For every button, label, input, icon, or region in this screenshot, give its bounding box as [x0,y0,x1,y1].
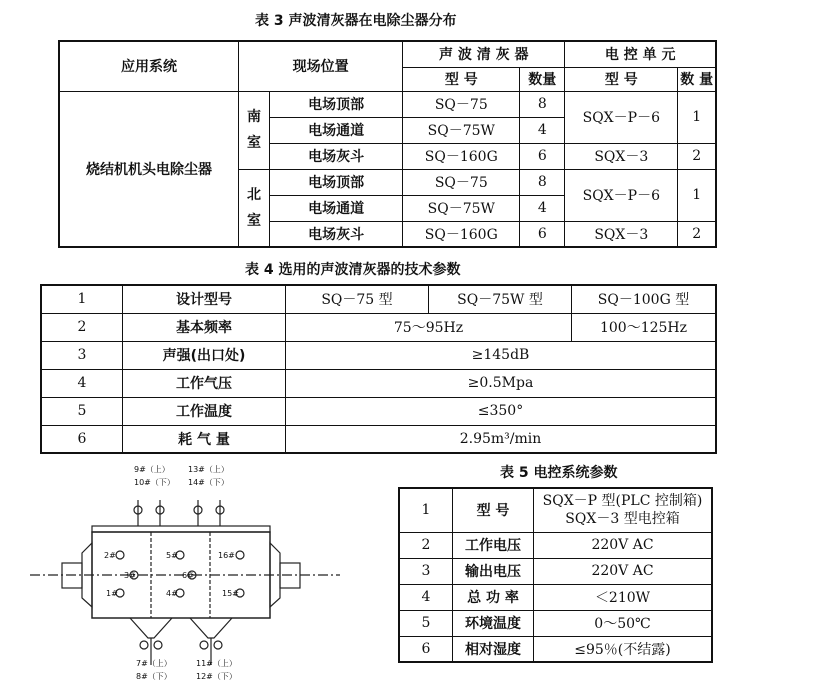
table5-caption: 表 5 电控系统参数 [500,465,618,481]
row-number: 3 [41,341,123,369]
label-15: 15# [222,589,239,598]
control-qty: 2 [678,221,716,247]
param-name: 工作温度 [123,397,286,425]
location: 电场通道 [270,195,403,221]
label-2: 2# [104,551,116,560]
location: 电场灰斗 [270,221,403,247]
row-number: 3 [399,558,453,584]
param-value: SQ－75 型 [286,285,429,313]
header-cleaner-model: 型 号 [403,67,520,91]
control-qty: 2 [678,143,716,169]
param-name: 型 号 [453,488,534,532]
row-number: 1 [41,285,123,313]
param-name: 基本频率 [123,313,286,341]
cleaner-qty: 8 [520,169,565,195]
param-value: ≤95％(不结露) [534,636,713,662]
label-8: 8#（下） [136,672,172,681]
system-name: 烧结机机头电除尘器 [59,91,239,247]
param-value: SQ－100G 型 [572,285,717,313]
location: 电场灰斗 [270,143,403,169]
param-value: 0～50℃ [534,610,713,636]
roof-band [92,526,270,532]
label-16: 16# [218,551,235,560]
header-cleaner: 声 波 清 灰 器 [403,41,565,67]
param-value: ≤350° [286,397,717,425]
param-value: 220V AC [534,532,713,558]
cleaner-model: SQ－75W [403,195,520,221]
row-number: 6 [399,636,453,662]
param-value: 100～125Hz [572,313,717,341]
top-emitters [134,500,224,526]
location: 电场顶部 [270,169,403,195]
table3-caption: 表 3 声波清灰器在电除尘器分布 [255,13,457,29]
row-number: 5 [41,397,123,425]
param-value: 220V AC [534,558,713,584]
param-name: 环境温度 [453,610,534,636]
control-qty: 1 [678,91,716,143]
label-13: 13#（上） [188,465,229,474]
param-name: 输出电压 [453,558,534,584]
header-control: 电 控 单 元 [565,41,716,67]
label-6: 6# [182,571,194,580]
header-control-model: 型 号 [565,67,678,91]
param-name: 相对湿度 [453,636,534,662]
label-10: 10#（下） [134,478,175,487]
cleaner-model: SQ－75W [403,117,520,143]
table4-caption: 表 4 选用的声波清灰器的技术参数 [245,262,461,278]
label-14: 14#（下） [188,478,229,487]
control-model: SQX－3 [565,143,678,169]
control-model: SQX－3 [565,221,678,247]
table3 [58,40,717,248]
row-number: 4 [399,584,453,610]
row-number: 1 [399,488,453,532]
row-number: 2 [41,313,123,341]
row-number: 6 [41,425,123,453]
label-12: 12#（下） [196,672,237,681]
table5 [398,487,713,663]
label-7: 7#（上） [136,659,172,668]
header-control-qty: 数 量 [678,67,716,91]
row-number: 2 [399,532,453,558]
header-cleaner-qty: 数量 [520,67,565,91]
label-4: 4# [166,589,178,598]
room-south: 南 室 [239,91,270,169]
param-name: 总 功 率 [453,584,534,610]
header-position: 现场位置 [239,41,403,91]
location: 电场通道 [270,117,403,143]
cleaner-model: SQ－75 [403,169,520,195]
location: 电场顶部 [270,91,403,117]
param-name: 耗 气 量 [123,425,286,453]
param-value: ≥145dB [286,341,717,369]
control-model: SQX－P－6 [565,91,678,143]
row-number: 5 [399,610,453,636]
param-name: 工作电压 [453,532,534,558]
label-9: 9#（上） [134,465,170,474]
param-value: ＜210W [534,584,713,610]
label-3: 3# [124,571,136,580]
param-name: 工作气压 [123,369,286,397]
control-model: SQX－P－6 [565,169,678,221]
precipitator-diagram [30,460,350,685]
param-value: SQX－P 型(PLC 控制箱) SQX－3 型电控箱 [534,488,713,532]
table4 [40,284,717,454]
cleaner-qty: 4 [520,117,565,143]
row-number: 4 [41,369,123,397]
label-11: 11#（上） [196,659,237,668]
param-value: 75～95Hz [286,313,572,341]
param-name: 设计型号 [123,285,286,313]
cleaner-model: SQ－75 [403,91,520,117]
cleaner-qty: 6 [520,143,565,169]
room-north: 北 室 [239,169,270,247]
hoppers [130,618,232,665]
label-5: 5# [166,551,178,560]
cleaner-model: SQ－160G [403,143,520,169]
param-value: SQ－75W 型 [429,285,572,313]
cleaner-qty: 8 [520,91,565,117]
param-value: ≥0.5Mpa [286,369,717,397]
cleaner-qty: 4 [520,195,565,221]
cleaner-model: SQ－160G [403,221,520,247]
param-name: 声强(出口处) [123,341,286,369]
param-value: 2.95m³/min [286,425,717,453]
label-1: 1# [106,589,118,598]
cleaner-qty: 6 [520,221,565,247]
header-system: 应用系统 [59,41,239,91]
control-qty: 1 [678,169,716,221]
